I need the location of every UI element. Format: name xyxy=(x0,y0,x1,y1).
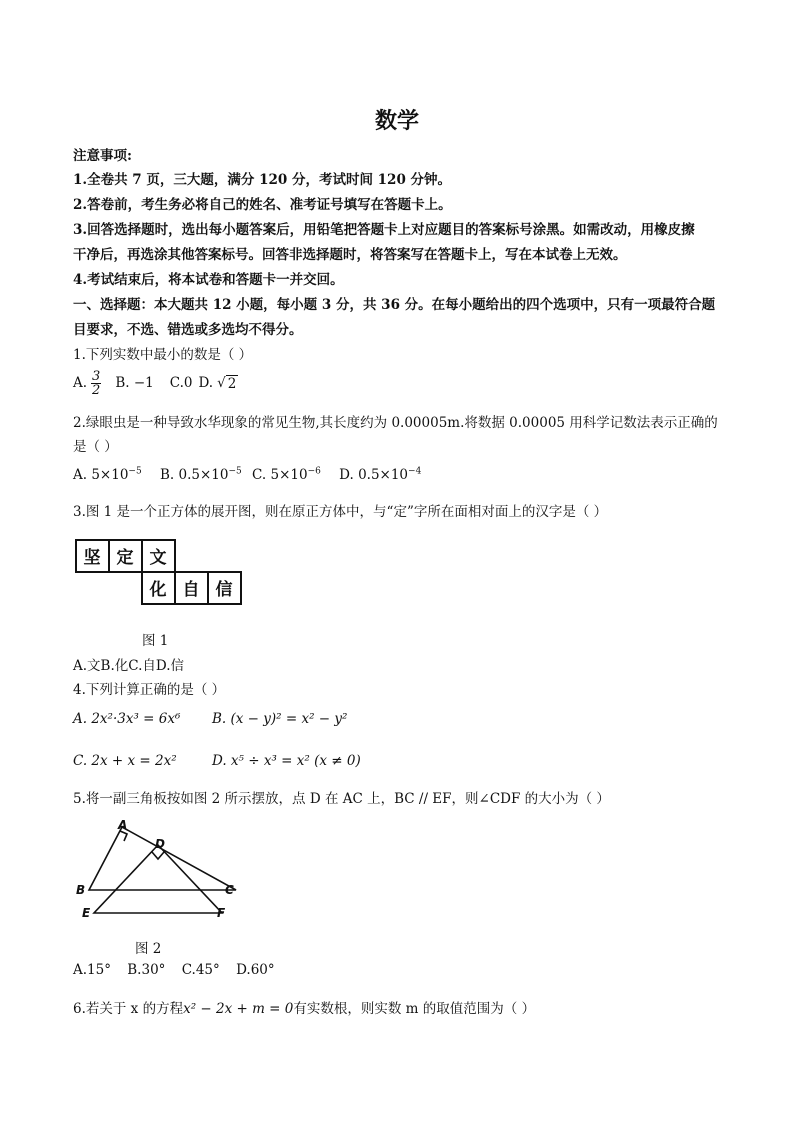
fraction-numerator: 3 xyxy=(92,368,101,384)
section-heading-cont: 目要求，不选、错选或多选均不得分。 xyxy=(73,322,303,338)
notice-item: 3.回答选择题时，选出每小题答案后，用铅笔把答题卡上对应题目的答案标号涂黑。如需改动，用橡皮擦 xyxy=(73,222,695,238)
q4-option-a: A. 2x²·3x³ = 6x⁶ xyxy=(73,711,181,727)
question-5-options xyxy=(73,962,275,978)
q1-option-b: B. −1 xyxy=(115,375,154,391)
point-label-f: F xyxy=(217,906,226,920)
q4-option-d: D. x⁵ ÷ x³ = x² (x ≠ 0) xyxy=(212,753,361,769)
q6-equation: x² − 2x + m = 0 xyxy=(183,1001,294,1017)
net-char-zi: 自 xyxy=(182,580,200,600)
net-char-jian: 坚 xyxy=(83,548,101,568)
question-2-options xyxy=(73,466,421,483)
point-label-d: D xyxy=(155,837,165,851)
q1-option-a-fraction xyxy=(91,370,101,397)
question-6-stem: 6.若关于 x 的方程x² − 2x + m = 0有实数根，则实数 m 的取值范围为（ ） xyxy=(73,1001,536,1017)
point-label-c: C xyxy=(225,883,234,897)
notice-item: 1.全卷共 7 页，三大题，满分 120 分，考试时间 120 分钟。 xyxy=(73,172,452,188)
question-3-options: A.文B.化C.自D.信 xyxy=(73,658,185,674)
q4-option-c: C. 2x + x = 2x² xyxy=(73,753,177,769)
q1-option-a-label: A. xyxy=(73,375,88,391)
q5-option-b: B.30° xyxy=(127,962,166,978)
net-char-wen: 文 xyxy=(149,548,167,568)
right-angle-mark-d xyxy=(152,852,164,859)
notice-item: 干净后，再选涂其他答案标号。回答非选择题时，将答案写在答题卡上，写在本试卷上无效。 xyxy=(73,247,627,263)
fraction-denominator: 2 xyxy=(92,382,101,398)
question-3-stem: 3.图 1 是一个正方体的展开图，则在原正方体中，与“定”字所在面相对面上的汉字是（ ） xyxy=(73,504,608,520)
point-label-e: E xyxy=(82,906,91,920)
point-label-a: A xyxy=(118,818,128,832)
notice-item: 4.考试结束后，将本试卷和答题卡一并交回。 xyxy=(73,272,344,288)
triangle-figure xyxy=(74,815,254,925)
q4-option-b: B. (x − y)² = x² − y² xyxy=(212,711,348,727)
q1-option-d-radicand: 2 xyxy=(227,375,237,392)
q2-option-c: C. $5\times 10^{-6}$ xyxy=(252,466,321,483)
q1-option-c: C.0 xyxy=(169,375,193,391)
net-char-xin: 信 xyxy=(215,580,233,600)
triangle-def xyxy=(94,845,222,913)
question-1-options xyxy=(73,366,238,400)
q2-option-b: B. $0.5\times 10^{-5}$ xyxy=(160,466,242,483)
q5-option-a: A.15° xyxy=(73,962,111,978)
figure-2-caption: 图 2 xyxy=(135,941,162,957)
section-heading: 一、选择题：本大题共 12 小题，每小题 3 分，共 36 分。在每小题给出的四个选项中，只有一项最符合题 xyxy=(73,297,716,313)
net-char-hua: 化 xyxy=(149,580,167,600)
question-1-stem: 1.下列实数中最小的数是（ ） xyxy=(73,347,253,363)
question-5-stem: 5.将一副三角板按如图 2 所示摆放，点 D 在 AC 上，BC // EF，则∠CDF 的大小为（ ） xyxy=(73,791,610,807)
net-char-ding: 定 xyxy=(116,548,134,568)
q1-option-d-label: D. xyxy=(198,375,214,391)
notice-heading: 注意事项: xyxy=(73,148,132,164)
question-2-stem-cont: 是（ ） xyxy=(73,439,118,455)
notice-item: 2.答卷前，考生务必将自己的姓名、准考证号填写在答题卡上。 xyxy=(73,197,452,213)
q2-option-d: D. $0.5\times 10^{-4}$ xyxy=(339,466,422,483)
page-title: 数学 xyxy=(374,108,419,134)
right-angle-mark-a xyxy=(120,831,127,841)
q2-option-a: A. $5\times 10^{-5}$ xyxy=(73,466,142,483)
q5-option-d: D.60° xyxy=(236,962,275,978)
figure-1-caption: 图 1 xyxy=(142,633,169,649)
cube-net-figure xyxy=(74,538,244,608)
point-label-b: B xyxy=(76,883,86,897)
sqrt-icon: √ xyxy=(217,375,226,391)
question-4-stem: 4.下列计算正确的是（ ） xyxy=(73,682,226,698)
question-2-stem: 2.绿眼虫是一种导致水华现象的常见生物,其长度约为 0.00005m.将数据 0.00005 用科学记数法表示正确的 xyxy=(73,415,718,431)
q5-option-c: C.45° xyxy=(181,962,220,978)
